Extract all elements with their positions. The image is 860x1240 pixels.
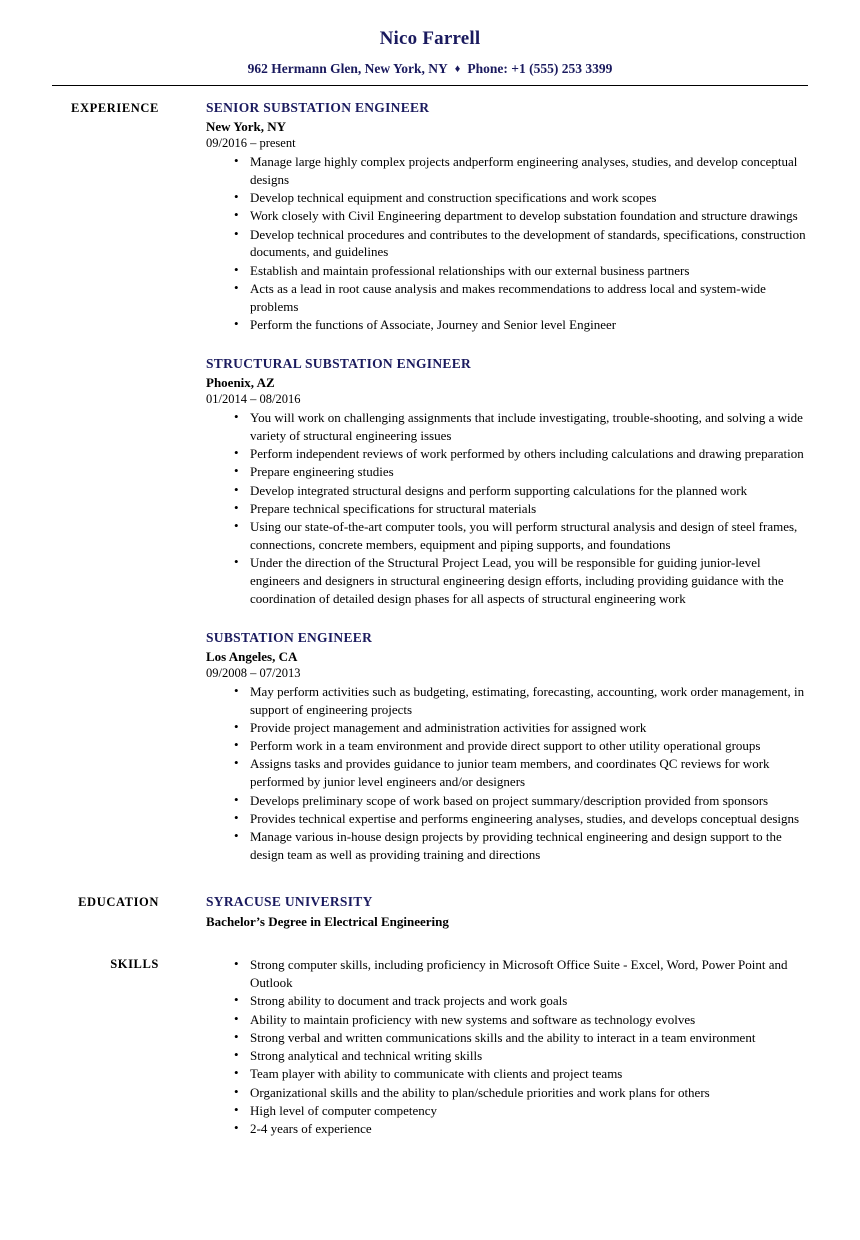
job-bullet: • Develop technical procedures and contributes to the development of standards, specifications, construction documents, and guidelines [234,226,808,262]
job-bullet-list [206,409,808,608]
job-bullet: • Prepare technical specifications for structural materials [234,500,808,518]
job-bullet: • Develop integrated structural designs and perform supporting calculations for the planned work [234,482,808,500]
experience-entry [206,100,808,334]
job-bullet: • May perform activities such as budgeting, estimating, forecasting, accounting, work order management, in support of engineering projects [234,683,808,719]
job-location: New York, NY [206,119,287,134]
experience-entries [159,100,808,864]
contact-line [52,61,808,77]
job-bullet: • Under the direction of the Structural Project Lead, you will be responsible for guiding junior-level engineers and designers in structural engineering design efforts, including providing guidance with the coordination of detailed design phases for all aspects of structural engineering work [234,554,808,607]
education-school: SYRACUSE UNIVERSITY [206,894,373,910]
job-bullet: • Perform the functions of Associate, Journey and Senior level Engineer [234,316,808,334]
skill-bullet: • High level of computer competency [234,1102,808,1120]
job-dates: 09/2008 – 07/2013 [206,665,301,680]
job-location: Los Angeles, CA [206,648,298,664]
job-bullet: • Manage various in-house design projects by providing technical engineering and design support to the design team as well as providing training and directions [234,828,808,864]
header-divider [52,85,808,86]
job-bullet: • Acts as a lead in root cause analysis and makes recommendations to address local and system-wide problems [234,280,808,316]
job-bullet: • Provides technical expertise and performs engineering analyses, studies, and develops conceptual designs [234,810,808,828]
experience-entry [206,356,808,608]
job-bullet: • Manage large highly complex projects andperform engineering analyses, studies, and develop conceptual designs [234,153,808,189]
job-title: STRUCTURAL SUBSTATION ENGINEER [206,355,472,371]
job-bullet: • Develop technical equipment and construction specifications and work scopes [234,189,808,207]
experience-section-label: EXPERIENCE [71,101,159,115]
diamond-separator-icon: ♦ [454,63,461,75]
job-bullet: • Establish and maintain professional relationships with our external business partners [234,262,808,280]
job-bullet: • Perform independent reviews of work performed by others including calculations and drawing preparation [234,445,808,463]
job-title: SUBSTATION ENGINEER [206,629,373,645]
job-bullet: • Assigns tasks and provides guidance to junior team members, and coordinates QC reviews for work performed by junior level engineers and/or designers [234,755,808,791]
skill-bullet: • 2-4 years of experience [234,1120,808,1138]
experience-entry [206,630,808,864]
job-location: Phoenix, AZ [206,374,275,390]
job-bullet: • Perform work in a team environment and provide direct support to other utility operational groups [234,737,808,755]
job-bullet-list [206,683,808,864]
job-bullet: • Work closely with Civil Engineering department to develop substation foundation and structure drawings [234,207,808,225]
skills-bullet-list [206,956,808,1138]
job-dates: 09/2016 – present [206,136,296,150]
skill-bullet: • Ability to maintain proficiency with new systems and software as technology evolves [234,1011,808,1029]
skill-bullet: • Strong ability to document and track projects and work goals [234,992,808,1010]
contact-address: 962 Hermann Glen, New York, NY [247,61,448,76]
experience-section [52,100,808,864]
education-entries [159,894,808,930]
job-bullet: • Develops preliminary scope of work based on project summary/description provided from sponsors [234,792,808,810]
education-degree: Bachelor’s Degree in Electrical Engineering [206,914,449,930]
skill-bullet: • Strong verbal and written communications skills and the ability to interact in a team environment [234,1029,808,1047]
candidate-name: Nico Farrell [379,28,481,49]
skill-bullet: • Strong analytical and technical writing skills [234,1047,808,1065]
skill-bullet: • Organizational skills and the ability to plan/schedule priorities and work plans for others [234,1084,808,1102]
job-bullet: • Provide project management and administration activities for assigned work [234,719,808,737]
skill-bullet: • Team player with ability to communicate with clients and project teams [234,1065,808,1083]
skills-entries [159,956,808,1138]
job-dates: 01/2014 – 08/2016 [206,391,301,406]
skill-bullet: • Strong computer skills, including proficiency in Microsoft Office Suite - Excel, Word, Power Point and Outlook [234,956,808,992]
education-section-label: EDUCATION [78,895,159,910]
job-bullet-list [206,153,808,334]
education-section [52,894,808,930]
skills-section-label: SKILLS [110,957,159,972]
job-bullet: • Using our state-of-the-art computer tools, you will perform structural analysis and design of steel frames, connections, concrete members, equipment and piping supports, and foundations [234,518,808,554]
job-bullet: • You will work on challenging assignments that include investigating, trouble-shooting, and solving a wide variety of structural engineering issues [234,409,808,445]
job-bullet: • Prepare engineering studies [234,463,808,481]
job-title: SENIOR SUBSTATION ENGINEER [206,100,430,115]
skills-section [52,956,808,1138]
contact-phone: Phone: +1 (555) 253 3399 [467,61,613,76]
